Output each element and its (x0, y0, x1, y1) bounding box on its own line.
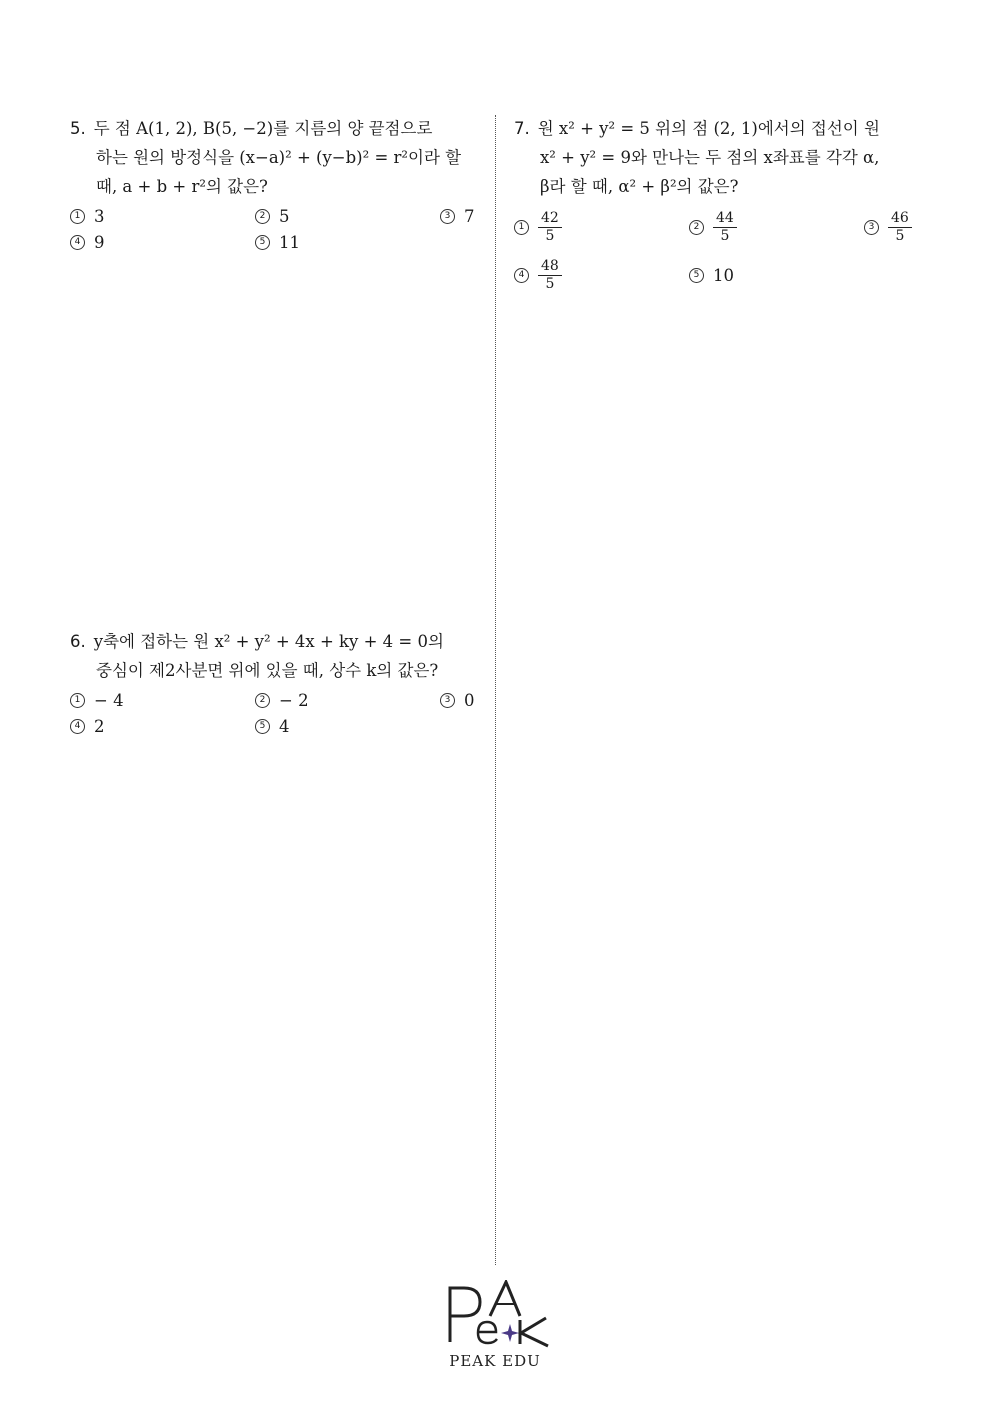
problem-6-line-2: 중심이 제2사분면 위에 있을 때, 상수 k의 값은? (96, 661, 439, 680)
choice-5[interactable]: 5 10 (689, 261, 734, 290)
problem-6-line-1: 6. y축에 접하는 원 x² + y² + 4x + ky + 4 = 0의 (70, 632, 444, 651)
circled-number: 1 (514, 220, 529, 235)
circled-number: 3 (864, 220, 879, 235)
circled-number: 5 (255, 719, 270, 734)
choice-2[interactable]: 2 5 (255, 202, 440, 231)
choice-1[interactable]: 1 − 4 (70, 686, 255, 715)
choice-1[interactable]: 1 3 (70, 202, 255, 231)
fraction: $\frac{44}{5}$ (713, 210, 737, 245)
circled-number: 4 (70, 719, 85, 734)
circled-number: 1 (70, 209, 85, 224)
choice-2[interactable]: 2 − 2 (255, 686, 440, 715)
problem-number: 6. (70, 632, 86, 651)
choices (70, 203, 480, 255)
choice-3[interactable]: 3 7 (440, 202, 475, 231)
problem-7-line-2: x² + y² = 9와 만나는 두 점의 x좌표를 각각 α, (540, 148, 880, 167)
problem-5 (70, 114, 480, 255)
circled-number: 2 (689, 220, 704, 235)
choice-5[interactable]: 5 4 (255, 712, 290, 741)
choices (70, 687, 480, 739)
circled-number: 1 (70, 693, 85, 708)
problem-5-line-1: 5. 두 점 A(1, 2), B(5, −2)를 지름의 양 끝점으로 (70, 119, 433, 138)
choice-4[interactable]: 4 9 (70, 228, 255, 257)
problem-5-line-2: 하는 원의 방정식을 (x−a)² + (y−b)² = r²이라 할 (96, 148, 462, 167)
fraction: $\frac{46}{5}$ (888, 210, 912, 245)
problem-5-line-3: 때, a + b + r²의 값은? (96, 177, 268, 196)
circled-number: 5 (689, 268, 704, 283)
fraction: $\frac{42}{5}$ (538, 210, 562, 245)
choices (514, 203, 924, 299)
choice-2[interactable] (689, 210, 864, 245)
choice-5[interactable]: 5 11 (255, 228, 300, 257)
problem-number: 5. (70, 119, 86, 138)
choice-4[interactable] (514, 258, 689, 293)
choice-3[interactable]: 3 0 (440, 686, 475, 715)
choice-1[interactable] (514, 210, 689, 245)
circled-number: 5 (255, 235, 270, 250)
column-divider (495, 115, 496, 1265)
circled-number: 2 (255, 693, 270, 708)
problem-number: 7. (514, 119, 530, 138)
problem-7 (514, 114, 924, 299)
problem-6 (70, 627, 480, 739)
fraction: $\frac{48}{5}$ (538, 258, 562, 293)
problem-7-line-1: 7. 원 x² + y² = 5 위의 점 (2, 1)에서의 접선이 원 (514, 119, 880, 138)
choice-4[interactable]: 4 2 (70, 712, 255, 741)
circled-number: 3 (440, 209, 455, 224)
peak-logo (420, 1280, 570, 1375)
peak-logo-mark (420, 1280, 570, 1350)
choice-3[interactable] (864, 210, 912, 245)
circled-number: 3 (440, 693, 455, 708)
brand-caption: PEAK EDU (449, 1352, 541, 1370)
circled-number: 4 (70, 235, 85, 250)
circled-number: 2 (255, 209, 270, 224)
problem-7-line-3: β라 할 때, α² + β²의 값은? (540, 177, 739, 196)
circled-number: 4 (514, 268, 529, 283)
